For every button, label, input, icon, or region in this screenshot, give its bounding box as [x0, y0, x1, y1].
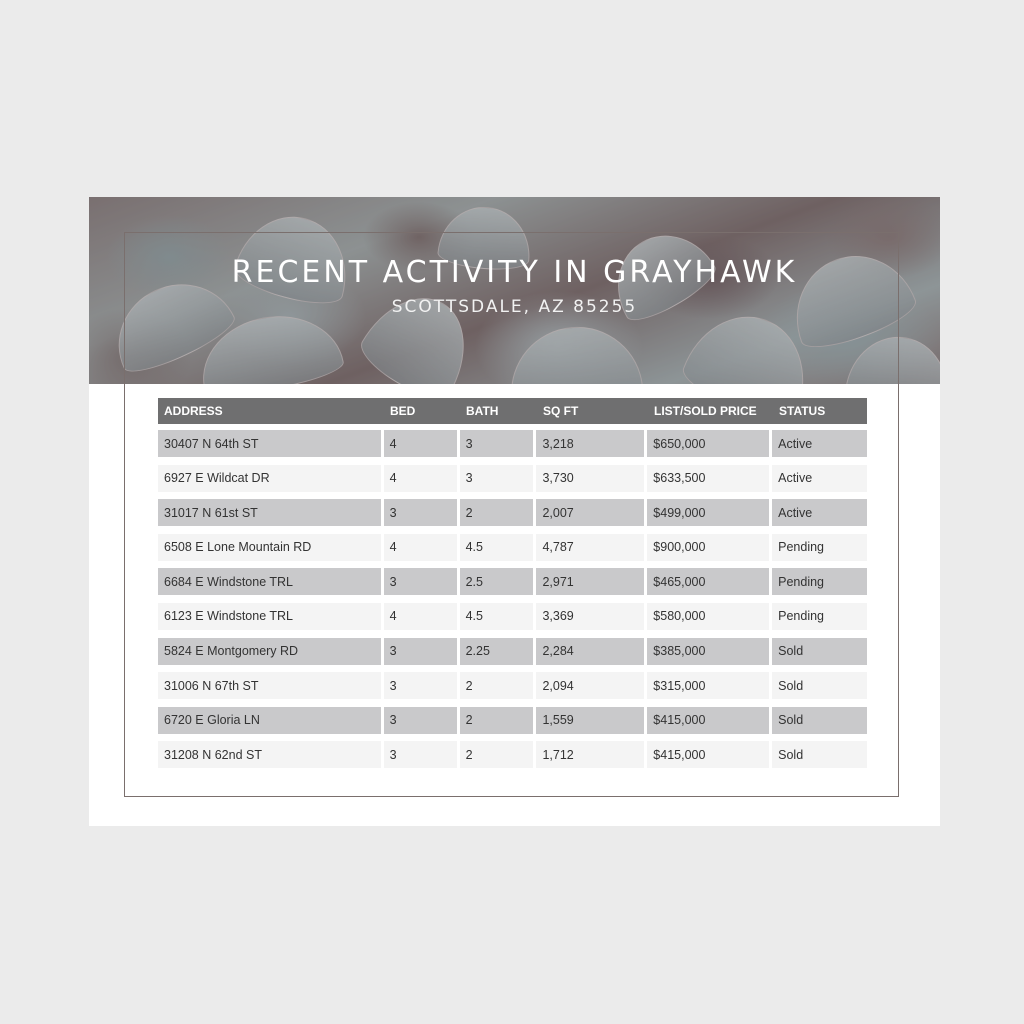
table-row	[158, 568, 867, 595]
price-cell: $415,000	[647, 741, 769, 768]
address-cell: 6720 E Gloria LN	[158, 707, 381, 734]
address-cell: 31017 N 61st ST	[158, 499, 381, 526]
bath-cell: 2	[460, 672, 534, 699]
listings-table	[158, 398, 867, 776]
column-header-sqft: SQ FT	[543, 404, 579, 418]
bed-cell: 3	[384, 707, 457, 734]
table-header-row	[158, 398, 867, 424]
bath-cell: 2	[460, 499, 534, 526]
address-cell: 6927 E Wildcat DR	[158, 465, 381, 492]
sqft-cell: 3,730	[536, 465, 644, 492]
price-cell: $633,500	[647, 465, 769, 492]
bed-cell: 4	[384, 465, 457, 492]
address-cell: 31208 N 62nd ST	[158, 741, 381, 768]
bed-cell: 3	[384, 499, 457, 526]
sqft-cell: 2,284	[536, 638, 644, 665]
column-header-bed: BED	[390, 404, 416, 418]
bath-cell: 4.5	[460, 534, 534, 561]
bath-cell: 3	[460, 465, 534, 492]
table-row	[158, 534, 867, 561]
bed-cell: 3	[384, 638, 457, 665]
status-cell: Active	[772, 499, 867, 526]
table-row	[158, 707, 867, 734]
bed-cell: 4	[384, 534, 457, 561]
bath-cell: 2.25	[460, 638, 534, 665]
bath-cell: 4.5	[460, 603, 534, 630]
status-cell: Pending	[772, 603, 867, 630]
column-header-address: ADDRESS	[164, 404, 223, 418]
price-cell: $315,000	[647, 672, 769, 699]
table-row	[158, 499, 867, 526]
sqft-cell: 1,559	[536, 707, 644, 734]
sqft-cell: 2,971	[536, 568, 644, 595]
bath-cell: 2	[460, 741, 534, 768]
status-cell: Pending	[772, 568, 867, 595]
bed-cell: 3	[384, 568, 457, 595]
sqft-cell: 2,094	[536, 672, 644, 699]
sqft-cell: 3,369	[536, 603, 644, 630]
bath-cell: 2.5	[460, 568, 534, 595]
column-header-status: STATUS	[779, 404, 826, 418]
status-cell: Sold	[772, 741, 867, 768]
status-cell: Active	[772, 430, 867, 457]
table-row	[158, 741, 867, 768]
table-row	[158, 465, 867, 492]
price-cell: $650,000	[647, 430, 769, 457]
price-cell: $385,000	[647, 638, 769, 665]
status-cell: Sold	[772, 707, 867, 734]
address-cell: 6684 E Windstone TRL	[158, 568, 381, 595]
bath-cell: 3	[460, 430, 534, 457]
table-row	[158, 603, 867, 630]
address-cell: 31006 N 67th ST	[158, 672, 381, 699]
status-cell: Pending	[772, 534, 867, 561]
sqft-cell: 2,007	[536, 499, 644, 526]
sqft-cell: 1,712	[536, 741, 644, 768]
price-cell: $415,000	[647, 707, 769, 734]
price-cell: $499,000	[647, 499, 769, 526]
price-cell: $900,000	[647, 534, 769, 561]
sqft-cell: 3,218	[536, 430, 644, 457]
succulent-banner-image	[89, 197, 940, 384]
bath-cell: 2	[460, 707, 534, 734]
address-cell: 5824 E Montgomery RD	[158, 638, 381, 665]
page-subtitle: SCOTTSDALE, AZ 85255	[391, 297, 638, 317]
price-cell: $580,000	[647, 603, 769, 630]
sqft-cell: 4,787	[536, 534, 644, 561]
column-header-bath: BATH	[466, 404, 499, 418]
bed-cell: 4	[384, 603, 457, 630]
status-cell: Active	[772, 465, 867, 492]
column-header-price: LIST/SOLD PRICE	[654, 404, 757, 418]
status-cell: Sold	[772, 638, 867, 665]
address-cell: 6508 E Lone Mountain RD	[158, 534, 381, 561]
table-row	[158, 430, 867, 457]
bed-cell: 4	[384, 430, 457, 457]
price-cell: $465,000	[647, 568, 769, 595]
bed-cell: 3	[384, 741, 457, 768]
address-cell: 30407 N 64th ST	[158, 430, 381, 457]
table-row	[158, 672, 867, 699]
table-row	[158, 638, 867, 665]
address-cell: 6123 E Windstone TRL	[158, 603, 381, 630]
status-cell: Sold	[772, 672, 867, 699]
bed-cell: 3	[384, 672, 457, 699]
page-title: RECENT ACTIVITY IN GRAYHAWK	[231, 255, 798, 290]
